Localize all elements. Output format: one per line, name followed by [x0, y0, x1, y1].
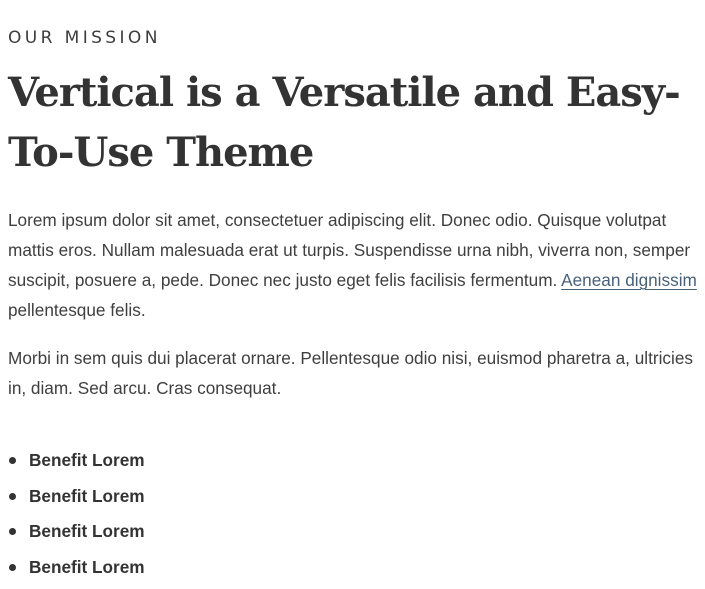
- benefit-item: [8, 479, 700, 515]
- intro-paragraph-tail: pellentesque felis.: [8, 300, 146, 320]
- benefit-label: Benefit Lorem: [29, 521, 145, 541]
- bullet-icon: [9, 528, 16, 535]
- bullet-icon: [9, 457, 16, 464]
- bullet-icon: [9, 564, 16, 571]
- benefit-label: Benefit Lorem: [29, 485, 145, 506]
- mission-section: [8, 0, 700, 585]
- intro-paragraph: [8, 205, 700, 325]
- benefit-item: [8, 514, 700, 550]
- benefits-list: [8, 443, 700, 585]
- benefit-item: [8, 550, 700, 586]
- section-title: Vertical is a Versatile and Easy-To-Use Theme: [8, 69, 680, 176]
- benefit-label: Benefit Lorem: [29, 556, 145, 577]
- benefit-item: [8, 443, 700, 479]
- benefit-label: Benefit Lorem: [29, 450, 145, 470]
- bullet-icon: [9, 493, 16, 500]
- secondary-paragraph: Morbi in sem quis dui placerat ornare. Pellentesque odio nisi, euismod pharetra a, ultricies in, diam. Sed arcu. Cras consequat.: [8, 348, 693, 398]
- section-eyebrow: OUR MISSION: [8, 28, 161, 48]
- aenean-dignissim-link[interactable]: Aenean dignissim: [561, 270, 697, 290]
- intro-paragraph-text: Lorem ipsum dolor sit amet, consectetuer adipiscing elit. Donec odio. Quisque volutpat mattis eros. Nullam malesuada erat ut turpis. Suspendisse urna nibh, viverra non, semper suscipit, posuere a, pede. Donec nec justo eget felis facilisis fermentum.: [8, 210, 691, 290]
